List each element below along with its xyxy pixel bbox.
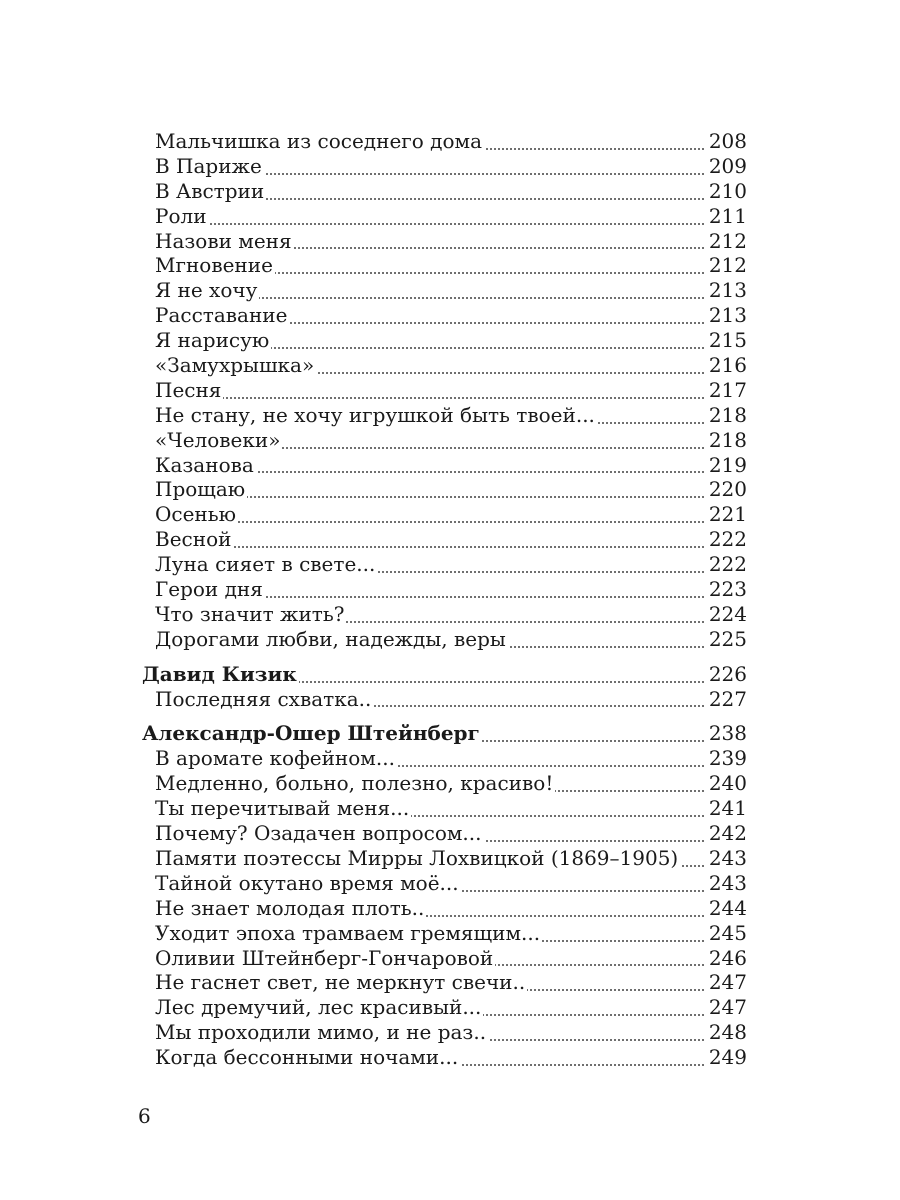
page-ref: 244 — [705, 896, 747, 921]
entry-title: Оливии Штейнберг-Гончаровой — [155, 945, 494, 970]
entry-title: Песня — [155, 377, 222, 402]
dot-leader — [155, 223, 747, 225]
page-ref: 246 — [705, 946, 747, 971]
entry-title: Когда бессонными ночами... — [155, 1045, 459, 1070]
toc-entry — [0, 1045, 900, 1070]
author-name: Давид Кизик — [142, 661, 297, 686]
toc-author-row — [0, 721, 900, 746]
table-of-contents — [0, 129, 900, 1070]
entry-title: Расставание — [155, 303, 288, 328]
page-ref: 241 — [705, 796, 747, 821]
toc-entry — [0, 477, 900, 502]
entry-title: Медленно, больно, полезно, красиво! — [155, 771, 554, 796]
toc-entry — [0, 353, 900, 378]
toc-entry — [0, 453, 900, 478]
page-ref: 220 — [705, 477, 747, 502]
page-ref: 222 — [705, 527, 747, 552]
page-ref: 247 — [705, 995, 747, 1020]
entry-title: В Австрии — [155, 178, 265, 203]
page-ref: 248 — [705, 1020, 747, 1045]
page-ref: 219 — [705, 453, 747, 478]
entry-title: «Замухрышка» — [155, 353, 315, 378]
page-ref: 245 — [705, 921, 747, 946]
entry-title: Я не хочу — [155, 278, 258, 303]
page-ref: 239 — [705, 746, 747, 771]
toc-entry — [0, 253, 900, 278]
toc-entry — [0, 746, 900, 771]
author-name: Александр-Ошер Штейнберг — [142, 721, 480, 746]
entry-title: Уходит эпоха трамваем гремящим... — [155, 920, 541, 945]
entry-title: Я нарисую — [155, 328, 270, 353]
entry-title: Герои дня — [155, 577, 263, 602]
page-ref: 216 — [705, 353, 747, 378]
page-ref: 212 — [705, 229, 747, 254]
toc-entry — [0, 1020, 900, 1045]
page-ref: 224 — [705, 602, 747, 627]
page-ref: 243 — [705, 846, 747, 871]
toc-author-row — [0, 662, 900, 687]
page-ref: 247 — [705, 970, 747, 995]
page-ref: 240 — [705, 771, 747, 796]
toc-entry — [0, 846, 900, 871]
entry-title: Мгновение — [155, 253, 273, 278]
toc-entry — [0, 328, 900, 353]
entry-title: Тайной окутано время моё... — [155, 870, 459, 895]
toc-entry — [0, 179, 900, 204]
entry-title: Почему? Озадачен вопросом... — [155, 821, 482, 846]
toc-entry — [0, 303, 900, 328]
toc-entry — [0, 403, 900, 428]
entry-title: «Человеки» — [155, 427, 281, 452]
entry-title: Луна сияет в свете... — [155, 552, 376, 577]
toc-entry — [0, 577, 900, 602]
toc-entry — [0, 527, 900, 552]
entry-title: Прощаю — [155, 477, 246, 502]
page-ref: 212 — [705, 253, 747, 278]
page-ref: 225 — [705, 627, 747, 652]
entry-title: Дорогами любви, надежды, веры — [155, 626, 506, 651]
entry-title: Весной — [155, 527, 232, 552]
section-gap — [0, 711, 900, 721]
toc-entry — [0, 970, 900, 995]
page-ref: 238 — [705, 721, 747, 746]
page-ref: 218 — [705, 428, 747, 453]
entry-title: Что значит жить? — [155, 601, 345, 626]
toc-entry — [0, 602, 900, 627]
toc-entry — [0, 552, 900, 577]
toc-entry — [0, 896, 900, 921]
entry-title: Не знает молодая плоть.. — [155, 895, 425, 920]
toc-entry — [0, 821, 900, 846]
toc-entry — [0, 627, 900, 652]
entry-title: Казанова — [155, 452, 254, 477]
page-ref: 226 — [705, 662, 747, 687]
dot-leader — [155, 521, 747, 523]
entry-title: Памяти поэтессы Мирры Лохвицкой (1869–1905) — [155, 845, 679, 870]
toc-entry — [0, 229, 900, 254]
entry-title: Назови меня — [155, 228, 292, 253]
page-ref: 249 — [705, 1045, 747, 1070]
dot-leader — [155, 397, 747, 399]
entry-title: Роли — [155, 203, 207, 228]
page-ref: 227 — [705, 687, 747, 712]
toc-entry — [0, 378, 900, 403]
toc-entry — [0, 871, 900, 896]
page-ref: 223 — [705, 577, 747, 602]
entry-title: Мальчишка из соседнего дома — [155, 129, 482, 153]
entry-title: Лес дремучий, лес красивый... — [155, 995, 482, 1020]
page-ref: 213 — [705, 278, 747, 303]
page-number: 6 — [138, 1104, 151, 1128]
page-ref: 242 — [705, 821, 747, 846]
entry-title: В аромате кофейном... — [155, 746, 395, 771]
entry-title: Осенью — [155, 502, 237, 527]
page-ref: 208 — [705, 129, 747, 154]
page-ref: 209 — [705, 154, 747, 179]
toc-entry — [0, 129, 900, 154]
page-ref: 218 — [705, 403, 747, 428]
page-ref: 222 — [705, 552, 747, 577]
page-ref: 210 — [705, 179, 747, 204]
entry-title: Не гаснет свет, не меркнут свечи.. — [155, 970, 526, 995]
page-ref: 211 — [705, 204, 747, 229]
toc-entry — [0, 946, 900, 971]
dot-leader — [155, 546, 747, 548]
toc-entry — [0, 278, 900, 303]
entry-title: Не стану, не хочу игрушкой быть твоей... — [155, 402, 595, 427]
page-ref: 243 — [705, 871, 747, 896]
entry-title: В Париже — [155, 153, 262, 178]
toc-entry — [0, 204, 900, 229]
toc-entry — [0, 995, 900, 1020]
section-gap — [0, 652, 900, 662]
page-ref: 217 — [705, 378, 747, 403]
entry-title: Последняя схватка.. — [155, 686, 372, 711]
toc-entry — [0, 154, 900, 179]
toc-entry — [0, 687, 900, 712]
toc-entry — [0, 502, 900, 527]
toc-entry — [0, 796, 900, 821]
toc-entry — [0, 921, 900, 946]
entry-title: Мы проходили мимо, и не раз.. — [155, 1020, 487, 1045]
entry-title: Ты перечитывай меня... — [155, 796, 410, 821]
toc-entry — [0, 428, 900, 453]
page-ref: 215 — [705, 328, 747, 353]
page-ref: 221 — [705, 502, 747, 527]
page-ref: 213 — [705, 303, 747, 328]
toc-entry — [0, 771, 900, 796]
